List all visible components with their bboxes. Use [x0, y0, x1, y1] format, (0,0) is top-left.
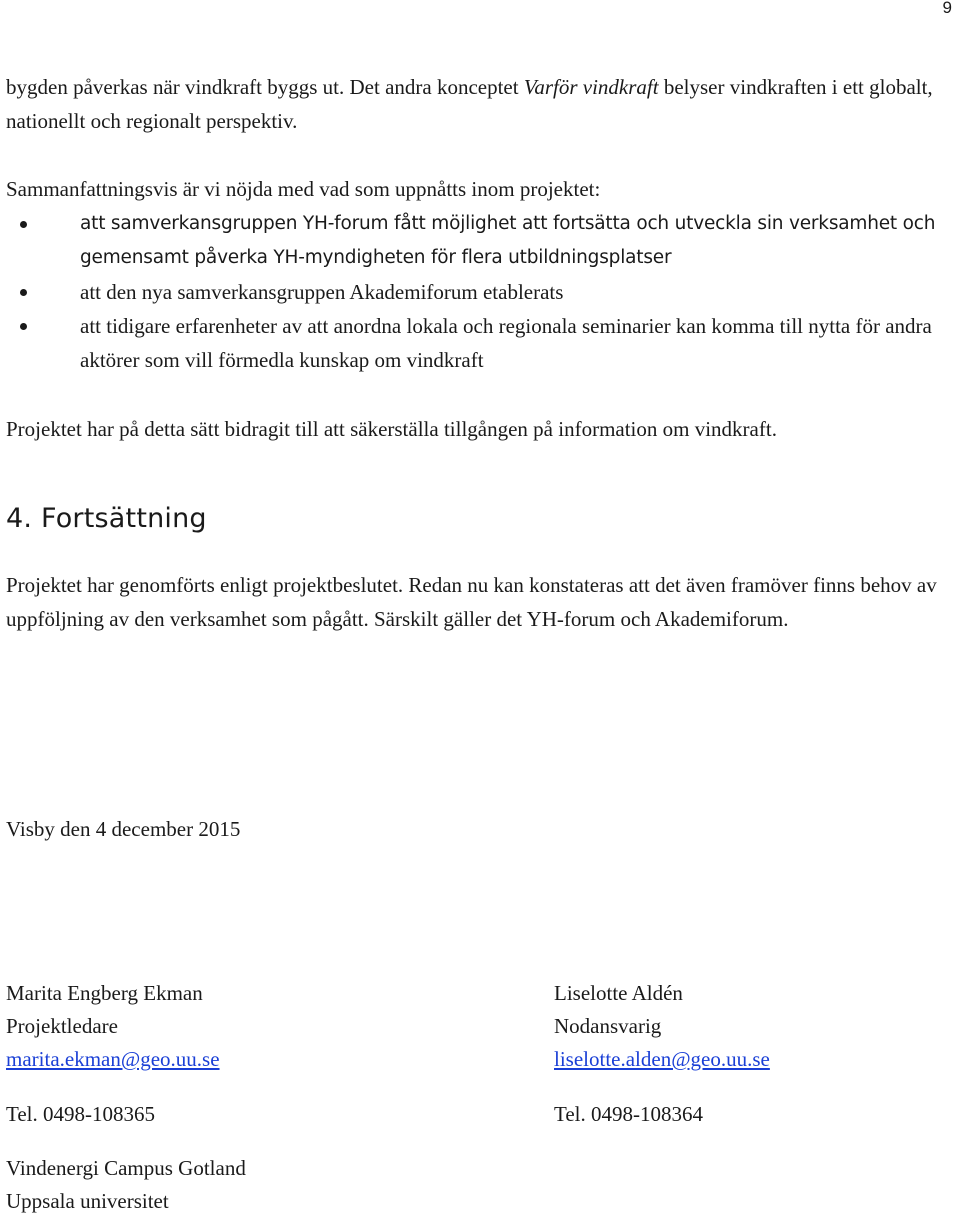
signatory-phone: Tel. 0498-108365	[6, 1102, 156, 1126]
list-item	[6, 275, 956, 309]
achievements-list	[6, 207, 956, 377]
signatory-phone: Tel. 0498-108364	[554, 1102, 704, 1126]
signatory-email-link[interactable]: liselotte.alden@geo.uu.se	[554, 1047, 770, 1071]
organization-name: Vindenergi Campus Gotland	[6, 1156, 246, 1180]
list-item	[6, 207, 956, 275]
signatory-name: Liselotte Aldén	[554, 981, 683, 1005]
list-item-text: att tidigare erfarenheter av att anordna lokala och regionala seminarier kan komma till nytta för andra aktörer som vill förmedla kunskap om vindkraft	[80, 314, 932, 372]
signatory-email-link[interactable]: marita.ekman@geo.uu.se	[6, 1047, 220, 1071]
signatory-left	[6, 977, 220, 1131]
intro-paragraph	[6, 70, 946, 138]
page-number: 9	[942, 0, 952, 17]
summary-paragraph: Sammanfattningsvis är vi nöjda med vad som uppnåtts inom projektet:	[6, 177, 601, 201]
university-name: Uppsala universitet	[6, 1189, 169, 1213]
intro-text-start: bygden påverkas när vindkraft byggs ut. Det andra konceptet	[6, 75, 524, 99]
signatory-right	[554, 977, 770, 1131]
section-heading: 4. Fortsättning	[6, 503, 207, 534]
bullet-icon	[20, 221, 27, 228]
intro-text-end: belyser vindkraften i ett globalt, nationellt och regionalt perspektiv.	[6, 75, 933, 133]
signatory-role: Projektledare	[6, 1014, 118, 1038]
organization-block	[6, 1152, 246, 1218]
bullet-icon	[20, 323, 27, 330]
continuation-paragraph: Projektet har genomförts enligt projektbeslutet. Redan nu kan konstateras att det även framöver finns behov av uppföljning av den verksamhet som pågått. Särskilt gäller det YH-forum och Akademiforum.	[6, 573, 937, 631]
list-item	[6, 309, 956, 377]
conclusion-paragraph: Projektet har på detta sätt bidragit till att säkerställa tillgången på information om vindkraft.	[6, 417, 777, 441]
place-date: Visby den 4 december 2015	[6, 817, 241, 841]
bullet-icon	[20, 289, 27, 296]
list-item-text: att samverkansgruppen YH-forum fått möjlighet att fortsätta och utveckla sin verksamhet och gemensamt påverka YH-myndigheten för flera utbildningsplatser	[80, 213, 936, 268]
signatory-role: Nodansvarig	[554, 1014, 662, 1038]
list-item-text: att den nya samverkansgruppen Akademiforum etablerats	[80, 280, 564, 304]
signatory-name: Marita Engberg Ekman	[6, 981, 203, 1005]
intro-concept-title: Varför vindkraft	[523, 75, 659, 99]
